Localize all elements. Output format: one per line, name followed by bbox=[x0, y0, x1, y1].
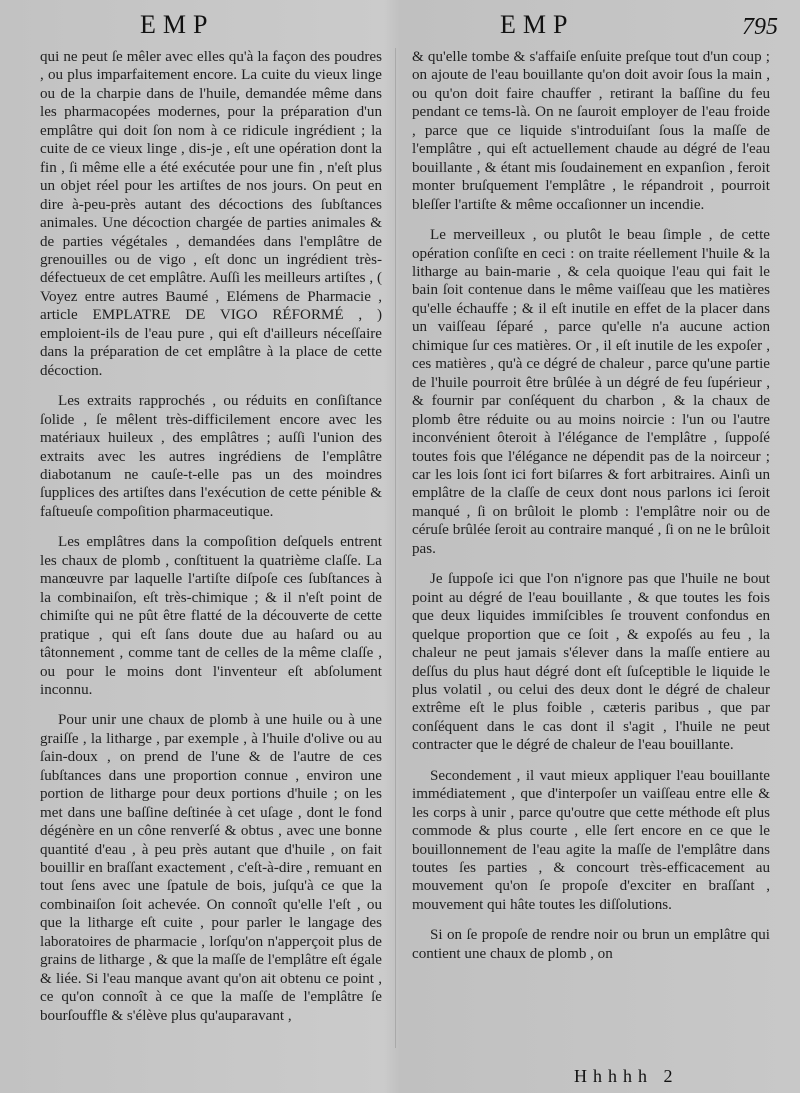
paragraph: qui ne peut ſe mêler avec elles qu'à la façon des poudres , ou plus imparfaitement encore. La cuite du vieux linge ou de la charpie dans de l'huile, demandée même dans les pharmacopées modernes, pour la préparation d'un emplâtre qui doit ſon nom à ce ridicule ingrédient ; la cuite de ce vieux linge , dis-je , eſt une opération dont la fin , ſi même elle a été exécutée pour une fin , n'eſt plus un objet réel pour les artiſtes de nos jours. On peut en dire à-peu-près autant des décoctions des ſubſtances animales. Une décoction chargée de parties animales & de parties végétales , demandées dans l'emplâtre de grenouilles ou de vigo , eſt donc un ingrédient très-défectueux de cet emplâtre. Auſſi les meilleurs artiſtes , ( Voyez entre autres Baumé , Elémens de Pharmacie , article EMPLATRE DE VIGO RÉFORMÉ , ) emploient-ils de l'eau pure , qui eſt d'ailleurs néceſſaire dans la préparation de cet emplâtre à la place de cette décoction. bbox=[40, 49, 382, 379]
paragraph: Secondement , il vaut mieux appliquer l'eau bouillante immédiatement , que d'interpoſer un vaiſſeau entre elle & les corps à unir , parce qu'outre que cette méthode eſt plus commode & plus courte , elle ſert encore en ce que le bouillonnement de l'eau agite la maſſe de l'emplâtre dans toutes ſes parties , & concourt très-efficacement au mouvement qu'on ſe propoſe d'exciter en braſſant , mouvement qui hâte toutes les diſſolutions. bbox=[412, 767, 770, 913]
paragraph: Les emplâtres dans la compoſition deſquels entrent les chaux de plomb , conſtituent la quatrième claſſe. La manœuvre par laquelle l'artiſte diſpoſe ces ſubſtances à la combinaiſon, eſt très-chimique ; & il n'eſt point de chimiſte qui ne pût être flatté de la découverte de cette pratique , qui eſt ſans doute due au haſard ou au tâtonnement , comme tant de celles de la même claſſe , ou pour le moins dont l'inventeur eſt abſolument inconnu. bbox=[40, 534, 382, 698]
catchword-signature: Hhhhh 2 bbox=[574, 1066, 679, 1086]
paragraph: Le merveilleux , ou plutôt le beau ſimple , de cette opération conſiſte en ceci : on traite réellement l'huile & la litharge au bain-marie , & cela quoique l'eau qui fait le bain ſoit contenue dans le même vaiſſeau que les matières qu'elle échauffe ; & il eſt inutile en effet de la placer dans un vaiſſeau ſéparé , parce qu'elle n'a aucune action chimique ſur ces matières. Or , il eſt inutile de les expoſer , ces matières , qu'à ce dégré de chaleur , parce qu'une partie de l'huile pourroit être brûlée à un dégré de feu ſupérieur , & fournir par conſéquent du charbon , & la chaux de plomb être réduite ou au moins noircie : l'un ou l'autre inconvénient ôteroit à l'élégance de l'emplâtre , ſuppoſé toutes fois que l'élégance ne dépendit pas de la noirceur ; car les lois ſont ici fort biſarres & fort arbitraires. Ainſi un emplâtre de la claſſe de ceux dont nous parlons ici ſeroit manqué , ſi on brûloit le plomb : l'emplâtre noir ou de céruſe brûlée ſeroit au contraire manqué , ſi on ne le brûloit pas. bbox=[412, 227, 770, 557]
paragraph: & qu'elle tombe & s'affaiſe enſuite preſque tout d'un coup ; on ajoute de l'eau bouillante qu'on doit avoir ſous la main , ou qu'on doit faire chauffer , retirant la baſſine du feu pendant ce tems-là. On ne ſauroit employer de l'eau froide , parce que ce liquide s'introduiſant ſous la maſſe de l'emplâtre , qui eſt actuellement chaude au dégré de l'eau bouillante , & étant mis ſoudainement en expanſion , feroit monter bruſquement l'emplâtre , le répandroit , pourroit bleſſer l'artiſte & même occaſionner un incendie. bbox=[412, 49, 770, 213]
paragraph: Les extraits rapprochés , ou réduits en conſiſtance ſolide , ſe mêlent très-difficilement encore avec les matériaux huileux , des emplâtres ; auſſi l'union des extraits avec les autres ingrédiens de l'emplâtre diabotanum ne cauſe-t-elle pas un des moindres ſupplices des artiſtes dans l'exécution de cette pénible & faſtueuſe compoſition pharmaceutique. bbox=[40, 393, 382, 520]
column-divider bbox=[395, 48, 396, 1048]
paragraph: Si on ſe propoſe de rendre noir ou brun un emplâtre qui contient une chaux de plomb , on bbox=[412, 927, 770, 962]
running-head-left: EMP bbox=[140, 10, 215, 39]
running-head-right: EMP bbox=[500, 10, 575, 39]
page-number: 795 bbox=[742, 14, 778, 40]
paragraph: Je ſuppoſe ici que l'on n'ignore pas que l'huile ne bout point au dégré de l'eau bouillante , & que toutes les fois que deux liquides immiſcibles ſe trouvent confondus en quelque proportion que ce ſoit , & expoſés au feu , la chaleur ne peut jamais s'élever dans la maſſe entiere au deſſus du plus haut dégré dont eſt ſuſceptible le liquide le plus volatil , ou celui des deux dont le dégré de chaleur extrême eſt le plus foible , cæteris paribus , que par conſéquent dans le cas dont il s'agit , l'huile ne peut contracter que le dégré de chaleur de l'eau bouillante. bbox=[412, 571, 770, 754]
paragraph: Pour unir une chaux de plomb à une huile ou à une graiſſe , la litharge , par exemple , à l'huile d'olive ou au ſain-doux , on prend de l'une & de l'autre de ces ſubſtances dans une proportion connue , environ une portion de litharge pour deux portions d'huile ; on les met dans une baſſine deſtinée à cet uſage , dont le fond dégénère en un cône renverſé & obtus , avec une bonne quantité d'eau , à peu près autant que d'huile , on fait bouillir en braſſant exactement , c'eſt-à-dire , remuant en tout ſens avec une ſpatule de bois, juſqu'à ce que la combinaiſon ſoit achevée. On connoît qu'elle l'eſt , ou que la litharge eſt cuite , pour parler le langage des laboratoires de pharmacie , lorſqu'on n'apperçoit plus de grains de litharge , & que la maſſe de l'emplâtre eſt égale & liée. Si l'eau manque avant qu'on ait obtenu ce point , ce qu'on connoît à ce que la maſſe de l'emplâtre ſe bourſouffle & s'élève plus qu'auparavant , bbox=[40, 712, 382, 1024]
left-column bbox=[40, 48, 382, 1037]
right-column bbox=[412, 48, 770, 975]
